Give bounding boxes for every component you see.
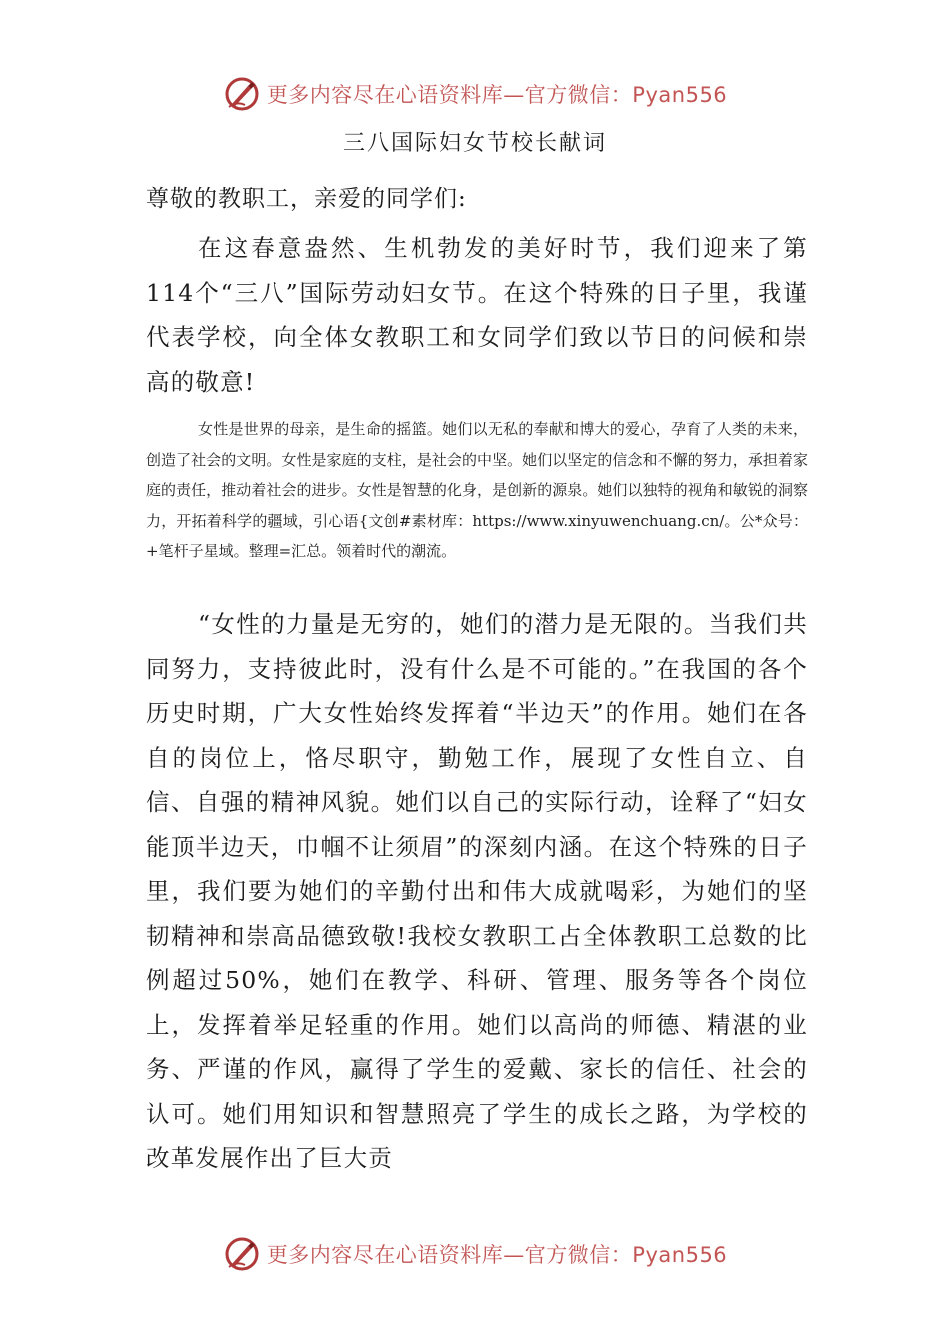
paragraph-1: 在这春意盎然、生机勃发的美好时节，我们迎来了第114个“三八”国际劳动妇女节。在这个特殊的日子里，我谨代表学校，向全体女教职工和女同学们致以节日的问候和崇高的敬意!	[146, 234, 808, 396]
pen-logo-icon	[223, 75, 261, 113]
watermark-text: 更多内容尽在心语资料库—官方微信：Pyan556	[266, 83, 728, 107]
header-watermark-banner	[0, 72, 950, 116]
pen-logo-icon	[223, 1235, 261, 1273]
greeting-line: 尊敬的教职工，亲爱的同学们:	[146, 186, 467, 212]
paragraph-3: “女性的力量是无穷的，她们的潜力是无限的。当我们共同努力，支持彼此时，没有什么是不可能的。”在我国的各个历史时期，广大女性始终发挥着“半边天”的作用。她们在各自的岗位上，恪尽职守，勤勉工作，展现了女性自立、自信、自强的精神风貌。她们以自己的实际行动，诠释了“妇女能顶半边天，巾帼不让须眉”的深刻内涵。在这个特殊的日子里，我们要为她们的辛勤付出和伟大成就喝彩，为她们的坚韧精神和崇高品德致敬!我校女教职工占全体教职工总数的比例超过50%，她们在教学、科研、管理、服务等各个岗位上，发挥着举足轻重的作用。她们以高尚的师德、精湛的业务、严谨的作风，赢得了学生的爱戴、家长的信任、社会的认可。她们用知识和智慧照亮了学生的成长之路，为学校的改革发展作出了巨大贡	[146, 610, 808, 1172]
document-title: 三八国际妇女节校长献词	[342, 131, 607, 156]
footer-watermark-banner	[0, 1232, 950, 1276]
paragraph-2: 女性是世界的母亲，是生命的摇篮。她们以无私的奉献和博大的爱心，孕育了人类的未来，创造了社会的文明。女性是家庭的支柱，是社会的中坚。她们以坚定的信念和不懈的努力，承担着家庭的责任，推动着社会的进步。女性是智慧的化身，是创新的源泉。她们以独特的视角和敏锐的洞察力，开拓着科学的疆域，引心语{文创#素材库：https://www.xinyuwenchuang.cn/。公*众号：+笔杆子星域。整理=汇总。领着时代的潮流。	[146, 420, 808, 560]
watermark-text: 更多内容尽在心语资料库—官方微信：Pyan556	[266, 1243, 728, 1267]
